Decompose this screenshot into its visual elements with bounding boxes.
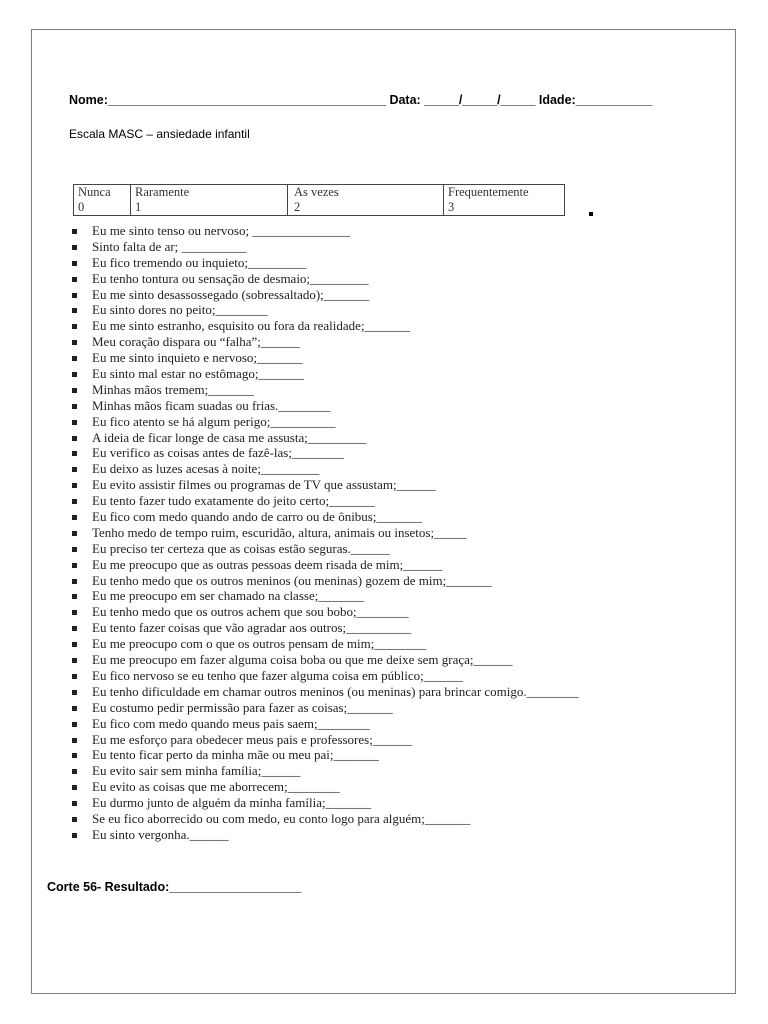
bullet-icon bbox=[72, 229, 77, 234]
questionnaire-item bbox=[72, 763, 579, 779]
item-text: A ideia de ficar longe de casa me assusta;_________ bbox=[92, 429, 367, 445]
item-text: Eu tento fazer coisas que vão agradar aos outros;__________ bbox=[92, 620, 412, 636]
bullet-icon bbox=[72, 483, 77, 488]
questionnaire-item bbox=[72, 811, 579, 827]
questionnaire-item bbox=[72, 541, 579, 557]
questionnaire-item bbox=[72, 318, 579, 334]
questionnaire-item bbox=[72, 779, 579, 795]
bullet-icon bbox=[72, 547, 77, 552]
item-text: Eu tenho medo que os outros meninos (ou meninas) gozem de mim;_______ bbox=[92, 572, 492, 588]
bullet-icon bbox=[72, 690, 77, 695]
bullet-icon bbox=[72, 277, 77, 282]
bullet-icon bbox=[72, 738, 77, 743]
item-text: Eu fico atento se há algum perigo;__________ bbox=[92, 413, 336, 429]
bullet-icon bbox=[72, 563, 77, 568]
item-text: Eu evito as coisas que me aborrecem;________ bbox=[92, 779, 340, 795]
result-field: Corte 56- Resultado:___________________ bbox=[47, 880, 302, 894]
bullet-icon bbox=[72, 658, 77, 663]
item-text: Eu tento fazer tudo exatamente do jeito certo;_______ bbox=[92, 493, 375, 509]
bullet-icon bbox=[72, 769, 77, 774]
item-text: Eu tenho tontura ou sensação de desmaio;_________ bbox=[92, 270, 369, 286]
scale-label: Frequentemente bbox=[448, 185, 529, 199]
item-text: Eu evito sair sem minha família;______ bbox=[92, 763, 301, 779]
item-text: Eu verifico as coisas antes de fazê-las;________ bbox=[92, 445, 344, 461]
item-text: Eu fico nervoso se eu tenho que fazer alguma coisa em público;______ bbox=[92, 667, 463, 683]
scale-label: Nunca bbox=[78, 185, 111, 199]
item-text: Eu tenho dificuldade em chamar outros meninos (ou meninas) para brincar comigo.________ bbox=[92, 683, 579, 699]
scale-value: 1 bbox=[135, 200, 142, 214]
questionnaire-item bbox=[72, 223, 579, 239]
questionnaire-item bbox=[72, 398, 579, 414]
item-text: Eu fico com medo quando meus pais saem;________ bbox=[92, 715, 370, 731]
bullet-icon bbox=[72, 340, 77, 345]
questionnaire-item bbox=[72, 795, 579, 811]
item-text: Se eu fico aborrecido ou com medo, eu conto logo para alguém;_______ bbox=[92, 810, 471, 826]
bullet-icon bbox=[72, 356, 77, 361]
questionnaire-item bbox=[72, 382, 579, 398]
header-fields: Nome:________________________________________ Data: _____/_____/_____ Idade:___________ bbox=[69, 93, 653, 107]
bullet-icon bbox=[72, 642, 77, 647]
item-text: Eu deixo as luzes acesas à noite;_________ bbox=[92, 461, 320, 477]
item-text: Eu sinto mal estar no estômago;_______ bbox=[92, 366, 304, 382]
questionnaire-item bbox=[72, 271, 579, 287]
questionnaire-item bbox=[72, 445, 579, 461]
item-text: Eu me esforço para obedecer meus pais e professores;______ bbox=[92, 731, 412, 747]
questionnaire-item bbox=[72, 716, 579, 732]
questionnaire-item bbox=[72, 461, 579, 477]
bullet-icon bbox=[72, 626, 77, 631]
bullet-icon bbox=[72, 261, 77, 266]
questionnaire-item bbox=[72, 652, 579, 668]
questionnaire-item bbox=[72, 557, 579, 573]
item-text: Eu me sinto estranho, esquisito ou fora da realidade;_______ bbox=[92, 318, 411, 334]
item-text: Eu evito assistir filmes ou programas de TV que assustam;______ bbox=[92, 477, 436, 493]
item-text: Eu preciso ter certeza que as coisas estão seguras.______ bbox=[92, 540, 390, 556]
item-text: Eu tento ficar perto da minha mãe ou meu pai;_______ bbox=[92, 747, 379, 763]
bullet-icon bbox=[72, 594, 77, 599]
item-text: Eu me sinto inquieto e nervoso;_______ bbox=[92, 350, 303, 366]
questionnaire-item bbox=[72, 287, 579, 303]
bullet-icon bbox=[72, 499, 77, 504]
item-text: Eu me sinto tenso ou nervoso; _______________ bbox=[92, 223, 350, 238]
questionnaire-item bbox=[72, 509, 579, 525]
scale-cell-frequently bbox=[444, 185, 565, 216]
questionnaire-item bbox=[72, 620, 579, 636]
bullet-mark bbox=[589, 212, 593, 216]
scale-value: 3 bbox=[448, 200, 455, 214]
questionnaire-item bbox=[72, 430, 579, 446]
questionnaire-item bbox=[72, 588, 579, 604]
bullet-icon bbox=[72, 420, 77, 425]
bullet-icon bbox=[72, 817, 77, 822]
bullet-icon bbox=[72, 467, 77, 472]
bullet-icon bbox=[72, 753, 77, 758]
item-text: Eu me preocupo em fazer alguma coisa boba ou que me deixe sem graça;______ bbox=[92, 652, 513, 668]
questionnaire-item bbox=[72, 573, 579, 589]
bullet-icon bbox=[72, 833, 77, 838]
item-text: Eu durmo junto de alguém da minha família;_______ bbox=[92, 795, 372, 811]
item-text: Eu fico tremendo ou inquieto;_________ bbox=[92, 254, 307, 270]
bullet-icon bbox=[72, 245, 77, 250]
bullet-icon bbox=[72, 531, 77, 536]
response-scale-table bbox=[73, 184, 565, 216]
questionnaire-item bbox=[72, 493, 579, 509]
item-text: Eu me sinto desassossegado (sobressaltado);_______ bbox=[92, 286, 370, 302]
bullet-icon bbox=[72, 436, 77, 441]
bullet-icon bbox=[72, 706, 77, 711]
questionnaire-item bbox=[72, 636, 579, 652]
item-text: Eu me preocupo em ser chamado na classe;_______ bbox=[92, 588, 364, 604]
scale-title: Escala MASC – ansiedade infantil bbox=[69, 127, 250, 141]
bullet-icon bbox=[72, 722, 77, 727]
bullet-icon bbox=[72, 785, 77, 790]
item-text: Eu me preocupo que as outras pessoas deem risada de mim;______ bbox=[92, 556, 443, 572]
item-text: Eu fico com medo quando ando de carro ou de ônibus;_______ bbox=[92, 509, 422, 525]
scale-cell-sometimes bbox=[288, 185, 444, 216]
item-text: Minhas mãos ficam suadas ou frias.________ bbox=[92, 397, 331, 413]
questionnaire-item bbox=[72, 668, 579, 684]
questionnaire-items bbox=[72, 223, 579, 843]
item-text: Tenho medo de tempo ruim, escuridão, altura, animais ou insetos;_____ bbox=[92, 524, 467, 540]
item-text: Minhas mãos tremem;_______ bbox=[92, 381, 254, 397]
questionnaire-item bbox=[72, 732, 579, 748]
item-text: Eu me preocupo com o que os outros pensam de mim;________ bbox=[92, 636, 427, 652]
scale-cell-never bbox=[74, 185, 131, 216]
questionnaire-item bbox=[72, 255, 579, 271]
item-text: Eu costumo pedir permissão para fazer as coisas;_______ bbox=[92, 699, 393, 715]
scale-label: Raramente bbox=[135, 185, 190, 199]
scale-value: 0 bbox=[78, 200, 85, 214]
bullet-icon bbox=[72, 404, 77, 409]
bullet-icon bbox=[72, 324, 77, 329]
scale-label: As vezes bbox=[294, 185, 339, 199]
questionnaire-item bbox=[72, 700, 579, 716]
bullet-icon bbox=[72, 674, 77, 679]
scale-value: 2 bbox=[294, 200, 301, 214]
questionnaire-item bbox=[72, 366, 579, 382]
questionnaire-item bbox=[72, 350, 579, 366]
item-text: Eu tenho medo que os outros achem que sou bobo;________ bbox=[92, 604, 409, 620]
bullet-icon bbox=[72, 293, 77, 298]
questionnaire-item bbox=[72, 334, 579, 350]
questionnaire-item bbox=[72, 414, 579, 430]
item-text: Meu coração dispara ou “falha”;______ bbox=[92, 334, 300, 350]
item-text: Eu sinto vergonha.______ bbox=[92, 826, 229, 842]
bullet-icon bbox=[72, 388, 77, 393]
questionnaire-item bbox=[72, 477, 579, 493]
bullet-icon bbox=[72, 515, 77, 520]
questionnaire-item bbox=[72, 684, 579, 700]
bullet-icon bbox=[72, 451, 77, 456]
bullet-icon bbox=[72, 372, 77, 377]
bullet-icon bbox=[72, 801, 77, 806]
questionnaire-item bbox=[72, 525, 579, 541]
questionnaire-item bbox=[72, 604, 579, 620]
bullet-icon bbox=[72, 610, 77, 615]
questionnaire-item bbox=[72, 747, 579, 763]
scale-cell-rarely bbox=[131, 185, 288, 216]
questionnaire-item bbox=[72, 302, 579, 318]
item-text: Sinto falta de ar; __________ bbox=[92, 238, 247, 254]
bullet-icon bbox=[72, 308, 77, 313]
questionnaire-item bbox=[72, 239, 579, 255]
item-text: Eu sinto dores no peito;________ bbox=[92, 302, 268, 318]
bullet-icon bbox=[72, 579, 77, 584]
questionnaire-item bbox=[72, 827, 579, 843]
